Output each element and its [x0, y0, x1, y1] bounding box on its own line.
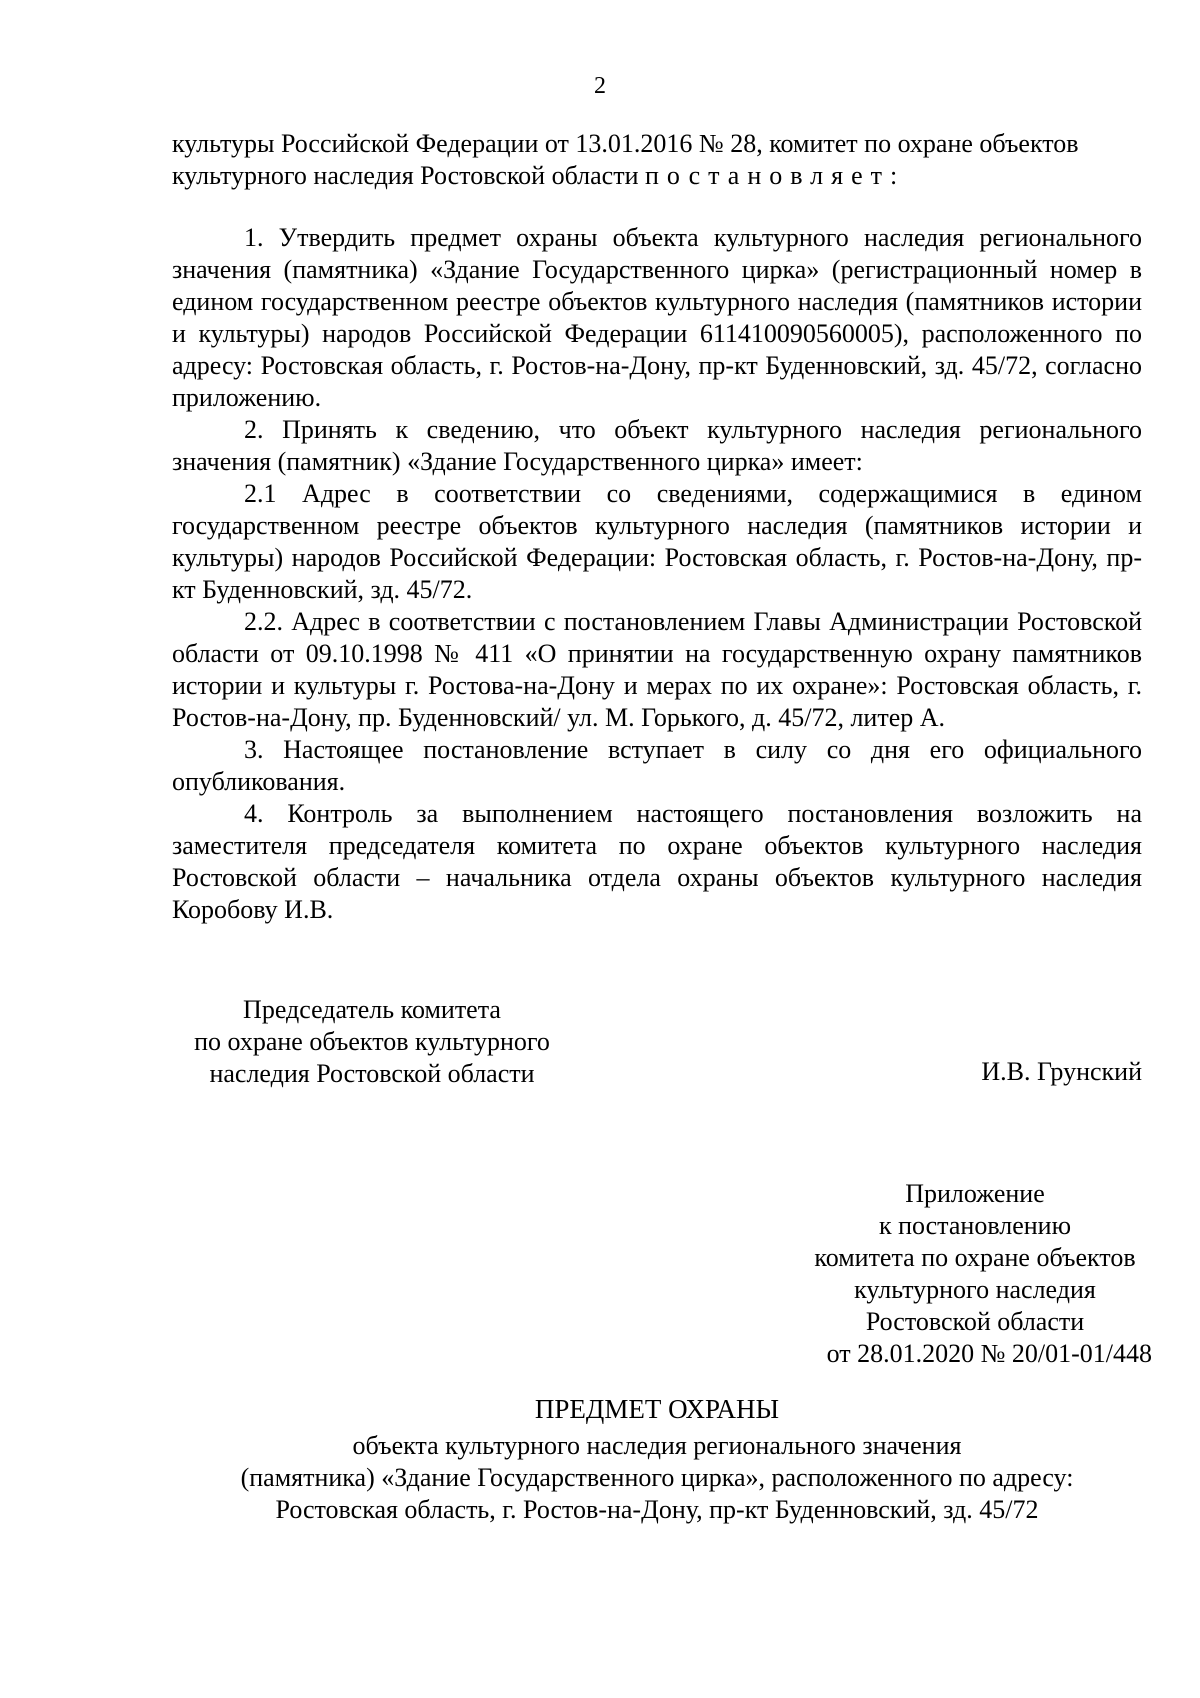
subject-description: [172, 1430, 1142, 1526]
paragraph-2-1: 2.1 Адрес в соответствии со сведениями, содержащимися в едином государственном реестре объектов культурного наследия (памятников истории и культуры) народов Российской Федерации: Ростовская область, г. Ростов-на-Дону, пр-кт Буденновский, зд. 45/72.: [172, 479, 1142, 604]
signatory-title-line-3: наследия Ростовской области: [209, 1059, 535, 1088]
signatory-title: [172, 994, 572, 1090]
subject-line-2: (памятника) «Здание Государственного цирка», расположенного по адресу:: [240, 1463, 1074, 1492]
paragraph-2-2: 2.2. Адрес в соответствии с постановлением Главы Администрации Ростовской области от 09.10.1998 № 411 «О принятии на государственную охрану памятников истории и культуры г. Ростова-на-Дону и мерах по их охране»: Ростовская область, г. Ростов-на-Дону, пр. Буденновский/ ул. М. Горького, д. 45/72, литер А.: [172, 607, 1142, 732]
paragraph-2: 2. Принять к сведению, что объект культурного наследия регионального значения (памятник) «Здание Государственного цирка» имеет:: [172, 415, 1142, 476]
appendix-line-6: от 28.01.2020 № 20/01-01/448: [826, 1339, 1152, 1368]
appendix-line-2: к постановлению: [878, 1211, 1072, 1240]
appendix-header: [740, 1178, 1200, 1370]
subject-line-3: Ростовская область, г. Ростов-на-Дону, пр-кт Буденновский, зд. 45/72: [275, 1495, 1039, 1524]
intro-text: [172, 128, 1142, 192]
signatory-name: И.В. Грунский: [981, 1057, 1142, 1086]
signatory-title-line-2: по охране объектов культурного: [194, 1027, 550, 1056]
signatory-title-line-1: Председатель комитета: [243, 995, 501, 1024]
intro-line-2-prefix: культурного наследия Ростовской области: [172, 161, 646, 190]
page-number: 2: [594, 73, 606, 99]
appendix-line-1: Приложение: [905, 1179, 1045, 1208]
intro-line-1: культуры Российской Федерации от 13.01.2016 № 28, комитет по охране объектов: [172, 129, 1079, 158]
appendix-line-4: культурного наследия: [854, 1275, 1096, 1304]
appendix-line-5: Ростовской области: [865, 1307, 1085, 1336]
subject-line-1: объекта культурного наследия регионального значения: [352, 1431, 962, 1460]
subject-title: ПРЕДМЕТ ОХРАНЫ: [534, 1394, 780, 1424]
paragraph-4: 4. Контроль за выполнением настоящего постановления возложить на заместителя председателя комитета по охране объектов культурного наследия Ростовской области – начальника отдела охраны объектов культурного наследия Коробову И.В.: [172, 799, 1142, 924]
paragraph-3: 3. Настоящее постановление вступает в силу со дня его официального опубликования.: [172, 735, 1142, 796]
appendix-line-3: комитета по охране объектов: [814, 1243, 1136, 1272]
intro-line-2: [172, 160, 1142, 192]
decree-word: постановляет:: [645, 161, 906, 190]
decree-paragraphs: [172, 222, 1142, 926]
paragraph-1: 1. Утвердить предмет охраны объекта культурного наследия регионального значения (памятника) «Здание Государственного цирка» (регистрационный номер в едином государственном реестре объектов культурного наследия (памятников истории и культуры) народов Российской Федерации 611410090560005), расположенного по адресу: Ростовская область, г. Ростов-на-Дону, пр-кт Буденновский, зд. 45/72, согласно приложению.: [172, 223, 1142, 412]
